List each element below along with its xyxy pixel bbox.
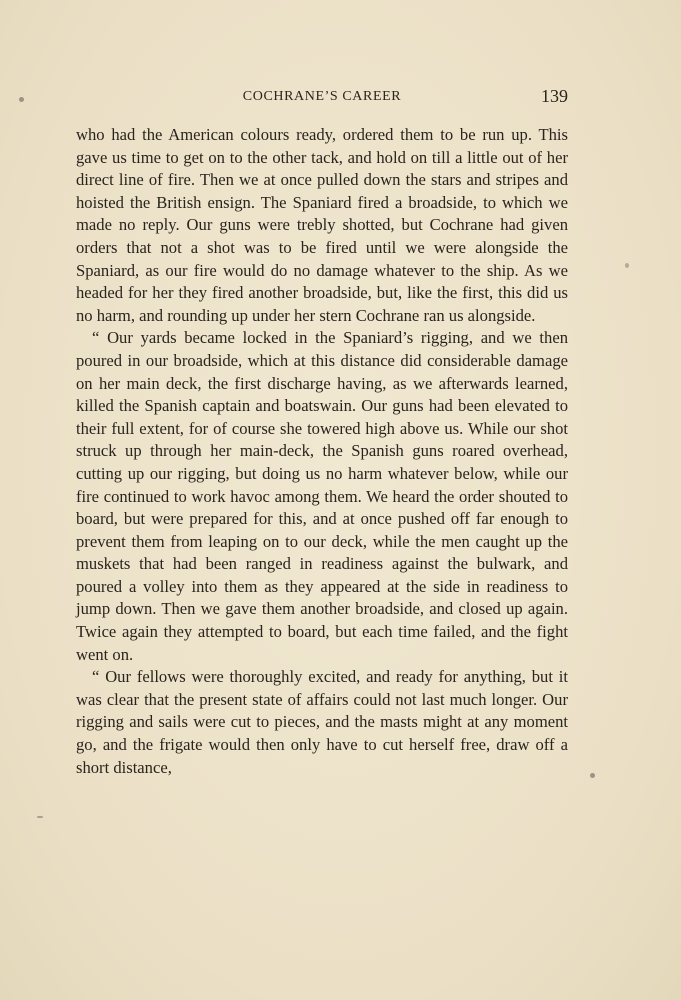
running-head: COCHRANE’S CAREER xyxy=(242,89,402,104)
paragraph-1: who had the American colours ready, ordered them to be run up. This gave us time to get on to the other tack, and hold on till a little out of her direct line of fire. Then we at once pulled down the stars and stripes and hoisted the British ensign. The Spaniard fired a broadside, to which we made no reply. Our guns were trebly shotted, but Cochrane had given orders that not a shot was to be fired until we were alongside the Spaniard, as our fire would do no damage whatever to the ship. As we headed for her they fired another broadside, but, like the first, this did us no harm, and rounding up under her stern Cochrane ran us alongside. xyxy=(76,125,568,325)
paper-speck xyxy=(625,263,629,268)
page-header xyxy=(76,86,568,110)
body-text xyxy=(76,124,568,779)
paper-speck xyxy=(37,816,43,818)
paragraph-3: “ Our fellows were thoroughly excited, and ready for anything, but it was clear that the present state of affairs could not last much longer. Our rigging and sails were cut to pieces, and the masts might at any moment go, and the frigate would then only have to cut herself free, draw off a short distance, xyxy=(76,667,568,777)
page-number: 139 xyxy=(541,86,568,106)
paper-speck xyxy=(590,773,595,778)
paper-speck xyxy=(19,97,24,102)
paragraph-2: “ Our yards became locked in the Spaniard’s rigging, and we then poured in our broadside, which at this distance did considerable damage on her main deck, the first discharge having, as we afterwards learned, killed the Spanish captain and boatswain. Our guns had been elevated to their full extent, for of course she towered high above us. While our shot struck up through her main-deck, the Spanish guns roared overhead, cutting up our rigging, but doing us no harm whatever below, while our fire continued to work havoc among them. We heard the order shouted to board, but were prepared for this, and at once pushed off far enough to prevent them from leaping on to our deck, while the men caught up the muskets that had been ranged in readiness against the bulwark, and poured a volley into them as they appeared at the side in readiness to jump down. Then we gave them another broadside, and closed up again. Twice again they attempted to board, but each time failed, and the fight went on. xyxy=(76,328,568,664)
